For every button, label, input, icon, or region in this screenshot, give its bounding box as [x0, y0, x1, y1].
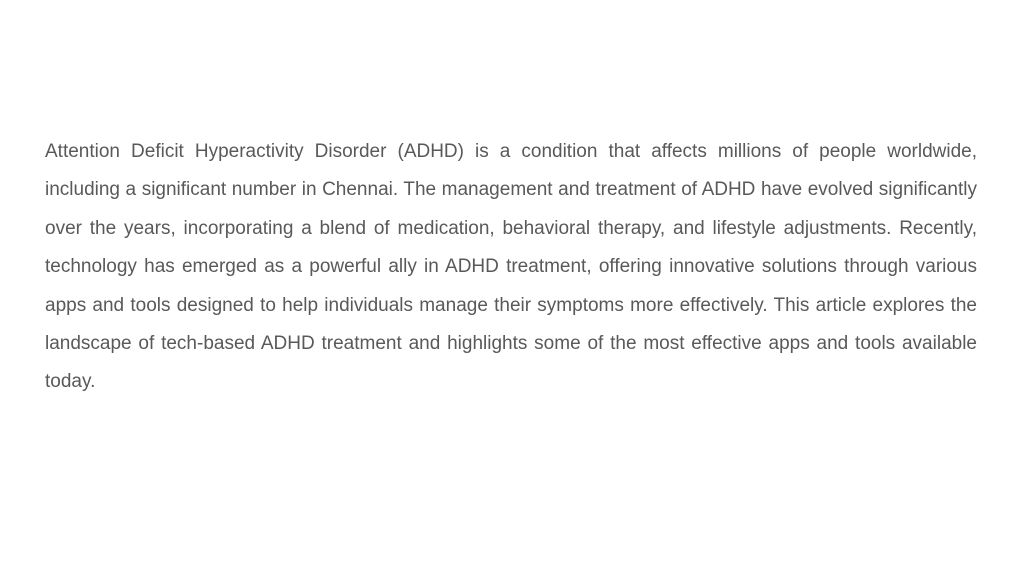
intro-paragraph: Attention Deficit Hyperactivity Disorder (ADHD) is a condition that affects millions of people worldwide, including a significant number in Chennai. The management and treatment of ADHD have evolved significantly over the years, incorporating a blend of medication, behavioral therapy, and lifestyle adjustments. Recently, technology has emerged as a powerful ally in ADHD treatment, offering innovative solutions through various apps and tools designed to help individuals manage their symptoms more effectively. This article explores the landscape of tech-based ADHD treatment and highlights some of the most effective apps and tools available today.: [45, 141, 977, 393]
